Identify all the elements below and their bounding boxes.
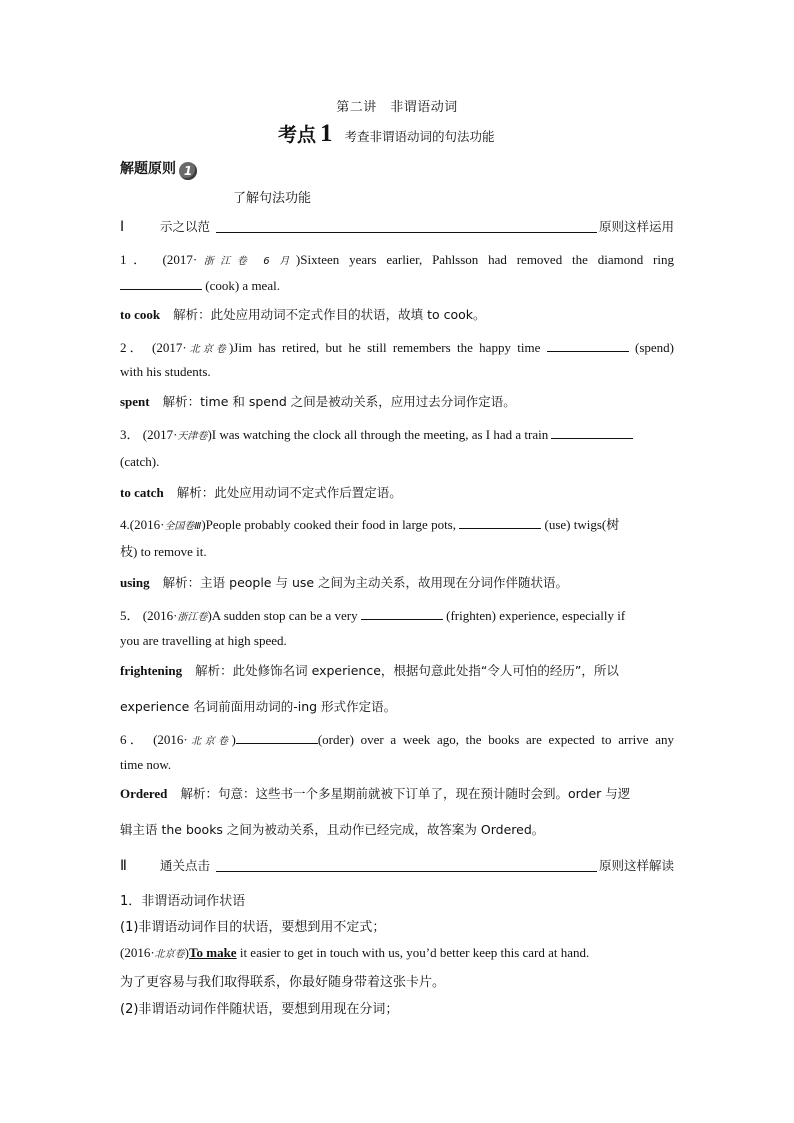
section-2-rule bbox=[216, 859, 597, 872]
principle-subtitle: 了解句法功能 bbox=[233, 191, 312, 206]
question-6-line-1: 6． (2016·北京卷) (order) over a week ago, the books are expected to arrive any bbox=[120, 732, 674, 747]
question-2-blank[interactable] bbox=[547, 339, 629, 352]
kaodian-heading bbox=[278, 120, 495, 148]
section-2-right: 原则这样解读 bbox=[598, 858, 674, 873]
section-2-numeral: Ⅱ bbox=[120, 858, 127, 874]
question-5-blank[interactable] bbox=[361, 607, 443, 620]
question-3-blank[interactable] bbox=[551, 426, 633, 439]
question-6-source: 北京卷 bbox=[187, 736, 232, 747]
question-5-answer: frightening bbox=[120, 663, 183, 678]
lecture-title: 第二讲 非谓语动词 bbox=[336, 100, 458, 115]
question-1-source: 浙江卷 6 月 bbox=[197, 256, 296, 267]
kaodian-label: 考点 bbox=[278, 124, 317, 146]
kaodian-number: 1 bbox=[320, 120, 333, 147]
question-6-blank[interactable] bbox=[236, 731, 318, 744]
example-sentence: (2016·北京卷)To make it easier to get in touch with us, you’d better keep this card at hand. bbox=[120, 945, 590, 960]
kaodian-subtitle: 考查非谓语动词的句法功能 bbox=[344, 129, 495, 144]
question-3-analysis: to catch 解析：此处应用动词不定式作后置定语。 bbox=[120, 485, 402, 500]
question-4-blank[interactable] bbox=[459, 516, 541, 529]
question-6-answer: Ordered bbox=[120, 786, 168, 801]
section-1-right: 原则这样运用 bbox=[598, 219, 674, 234]
question-5-source: 浙江卷 bbox=[177, 612, 208, 623]
section-1-rule bbox=[216, 220, 597, 233]
question-2-line-2: with his students. bbox=[120, 364, 211, 379]
question-2-line-1: 2． (2017·北京卷)Jim has retired, but he still remembers the happy time (spend) bbox=[120, 340, 675, 355]
question-2-source: 北京卷 bbox=[186, 344, 229, 355]
question-3-line-2: (catch). bbox=[120, 454, 160, 469]
section-2-header bbox=[120, 856, 674, 874]
question-5-analysis: frightening 解析：此处修饰名词 experience，根据句意此处指“令人可怕的经历”，所以 bbox=[120, 663, 619, 678]
question-6-analysis: Ordered 解析：句意：这些书一个多星期前就被下订单了，现在预计随时会到。order 与逻 bbox=[120, 786, 631, 801]
section-2-item-1: 1．非谓语动词作状语 bbox=[120, 894, 246, 909]
question-1-blank[interactable] bbox=[120, 277, 202, 290]
question-1-answer: to cook bbox=[120, 307, 161, 322]
section-1-numeral: Ⅰ bbox=[120, 219, 125, 235]
principle-number-badge: 1 bbox=[179, 162, 197, 180]
question-4-answer: using bbox=[120, 575, 150, 590]
example-source: 北京卷 bbox=[154, 949, 185, 960]
question-6-analysis-cont: 辑主语 the books 之间为被动关系，且动作已经完成，故答案为 Ordered。 bbox=[120, 822, 545, 837]
question-4-line-1: 4.(2016·全国卷Ⅲ)People probably cooked their food in large pots, (use) twigs(树 bbox=[120, 517, 620, 532]
principle-heading bbox=[120, 158, 197, 180]
question-6-line-2: time now. bbox=[120, 757, 172, 772]
principle-label: 解题原则 bbox=[120, 161, 176, 177]
question-5-line-2: you are travelling at high speed. bbox=[120, 633, 287, 648]
question-1-line-1: 1． (2017·浙江卷 6 月)Sixteen years earlier, Pahlsson had removed the diamond ring bbox=[120, 252, 674, 267]
section-2-label: 通关点击 bbox=[160, 858, 211, 873]
section-2-item-1a: (1)非谓语动词作目的状语，要想到用不定式； bbox=[120, 920, 386, 935]
question-5-analysis-cont: experience 名词前面用动词的-ing 形式作定语。 bbox=[120, 699, 397, 714]
example-translation: 为了更容易与我们取得联系，你最好随身带着这张卡片。 bbox=[120, 975, 446, 990]
question-3-source: 天津卷 bbox=[177, 431, 208, 442]
question-5-line-1: 5． (2016·浙江卷)A sudden stop can be a very (frighten) experience, especially if bbox=[120, 608, 626, 623]
question-4-line-2: 枝) to remove it. bbox=[120, 544, 207, 559]
question-1-analysis: to cook 解析：此处应用动词不定式作目的状语，故填 to cook。 bbox=[120, 307, 486, 322]
question-3-line-1: 3． (2017·天津卷)I was watching the clock all through the meeting, as I had a train bbox=[120, 426, 674, 445]
section-2-item-1b: (2)非谓语动词作伴随状语，要想到用现在分词； bbox=[120, 1002, 399, 1017]
question-1-line-2: (cook) a meal. bbox=[120, 277, 674, 294]
question-2-analysis: spent 解析：time 和 spend 之间是被动关系，应用过去分词作定语。 bbox=[120, 394, 516, 409]
question-2-answer: spent bbox=[120, 394, 150, 409]
question-4-analysis: using 解析：主语 people 与 use 之间为主动关系，故用现在分词作伴随状语。 bbox=[120, 575, 569, 590]
example-highlight: To make bbox=[189, 945, 237, 960]
section-1-header bbox=[120, 217, 674, 235]
section-1-label: 示之以范 bbox=[160, 219, 211, 234]
question-3-answer: to catch bbox=[120, 485, 164, 500]
question-4-source: 全国卷Ⅲ bbox=[164, 521, 202, 532]
